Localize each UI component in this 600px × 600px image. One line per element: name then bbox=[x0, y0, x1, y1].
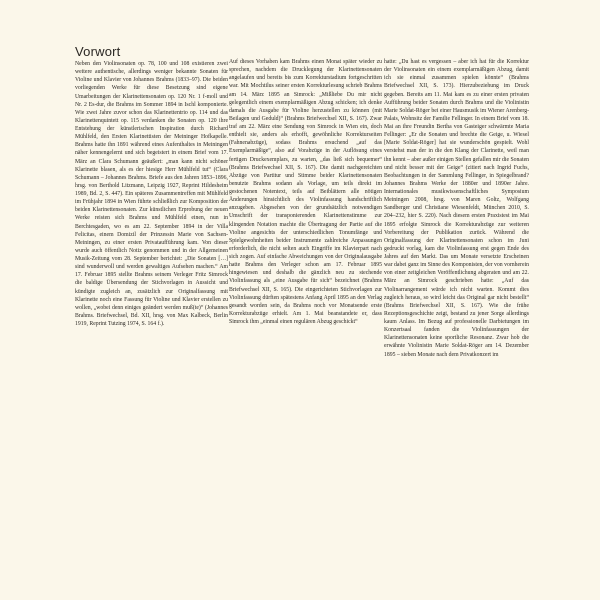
column-3-text: hatte: „Du hast es vergessen – aber ich hat für die Korrektur der Violinsonaten ein einem exemplarmäßigen Abzug, damit ich sie einmal zusammen spielen könnte“ (Brahms Briefwechsel XII, S. 173). Hierzubeziehung im Druck gegeben. Bereits am 11. Mai kam es zu einer ersten privaten Aufführung beider Sonaten durch Brahms und die Violinistin Marie Soldat-Röger bei einer Hausmusik im Wiener Arenberg-Palais, Wohnsitz der Familie Fellinger. In einem Brief vom 18. Mai an ihre Freundin Bertha von Gasteiger schwärmte Maria Fellinger: „Er die Sonaten und brechte die Geige, u. Wiesel [Marie Soldat-Röger] hat sie wunderschön gespielt. Wohl verstehst man der in die den Klang der Clarinette, weil man ihn kennt – aber außer einigen Stellen gefallen mir die Sonaten und nicht besser mit der Geige“ (zitiert nach Ingrid Fuchs, Beobachtungen in der Sammlung Fellinger, in Spiegelbrand? Johannes Brahms Werke der 1880er und 1890er Jahre. Internationales musikwissenschaftliches Symposium Meiningen 2008, hrsg. von Maren Goltz, Wolfgang Sandberger und Christiane Wiesenfeldt, München 2010, S. 204–232, hier S. 220). Nach diesem ersten Praxistest im Mai 1895 erfolgte Simrock die Korrekturabzüge zur weiteren Vorbereitung der Publikation zurück. Während die Originalfassung der Klarinettensonaten schon im Juni gedruckt vorlag, kam die Violinfassung erst gegen Ende des Jahres auf den Markt. Das um Monate versetzte Erscheinen war dabei ganz im Sinne des Komponisten, der von vornherein von einer zeitgleichen Veröffentlichung abgeraten und am 22. März an Simrock geschrieben hatte: „Auf das Violinarrangement würde ich nicht warten. Kommt dies zugleich heraus, so wird leicht das Original gar nicht bestellt“ (Brahms Briefwechsel XII, S. 167). Wie die frühe Rezeptionsgeschichte zeigt, bestand zu jener Sorge allerdings kaum Anlass. Im Bezug auf professionelle Darbietungen im Konzertsaal fanden die Violinfassungen der Klarinettensonaten keine sportliche Resonanz. Zwar hob die erwähnte Violinistin Marie Soldat-Röger am 14. Dezember 1895 – sieben Monate nach dem Privatkonzert im bbox=[384, 59, 529, 358]
page-title: Vorwort bbox=[75, 44, 121, 59]
text-column-1 bbox=[75, 60, 228, 590]
text-column-3 bbox=[384, 58, 529, 588]
column-2-text: Auf dieses Vorhaben kam Brahms einen Monat später wieder zu sprechen, nachdem die Drucklegung der Klarinettensonaten angelaufen und bereits bis zum Korrekturstadium fortgeschritten war. Mit Mochtilus seiner ersten Korrekturlesung schrieb Brahms am 14. März 1895 an Simrock: „Mißliebe Du mir nicht gelegentlich einem exemplarmäßigen Abzug schicken; ich denke damals die Ausgabe für Violine herzustellen zu können (mit Beilagen und Geduld)“ (Brahms Briefwechsel XII, S. 167). Zwar traf am 22. März eine Sendung von Simrock in Wien ein, doch enthielt sie, anders als erhofft, gewöhnliche Korrekturseiten (Fahnenabzüge), sodass Brahms ersuchend „auf das Exemplarmäßige“, also auf Vorabzüge in der Auflösung eines fertigen Druckexemplars, zu warten, „das ließ sich bequemer“ (Brahms Briefwechsel XII, S. 167). Die damit nachgereichten Abzüge von Partitur und Stimme beider Klarinettensonaten benutzte Brahms sodann als Vorlage, um teils direkt im gestochenen Notentext, teils auf Beiblättern alle nötigen Änderungen hinsichtlich des Violinfassung handschriftlich anzugeben. Abgesehen von der grundsätzlich notwendigen Umschrift der transponierenden Klarinettenstimme zur klingenden Notation machte die Übertragung der Partie auf die Violine angesichts der unterschiedlichen Tonumfänge und Spielgewohnheiten beider Instrumente zahlreiche Anpassungen erforderlich, die nicht selten auch Eingriffe im Klavierpart nach sich zogen. Auf einfache Abweichungen von der Originalausgabe hatte Brahms den Verleger schon am 17. Februar 1895 hingewiesen und deshalb die gänzlich neu zu stechende Violinfassung als „eine Ausgabe für sich“ bezeichnet (Brahms Briefwechsel XII, S. 165). Die eingerichteten Stichvorlagen zur Violinfassung dürften spätestens Anfang April 1895 an den Verlag gesandt worden sein, da Brahms noch vor Monatsende erste Korrekturabzüge erhielt. Am 1. Mai beanstandete er, dass Simrock ihm „einmal einen regulären Abzug geschickt“ bbox=[229, 59, 382, 325]
column-1-text: Neben den Violinsonaten op. 78, 100 und 108 existieren zwei weitere authentische, allerdings weniger bekannte Sonaten für Violine und Klavier von Johannes Brahms (1833–97). Die beiden vorliegenden Werke für diese Besetzung sind eigene Umarbeitungen der Klarinettensonaten op. 120 Nr. 1 f-moll und Nr. 2 Es-dur, die Brahms im Sommer 1894 in Ischl komponierte. Wie zwei Jahre zuvor schon das Klarinettentrio op. 114 und das Klarinettenquintett op. 115 verdanken die Sonaten op. 120 ihre Entstehung der künstlerischen Inspiration durch Richard Mühlfeld, den Ersten Klarinettisten der Meininger Hofkapelle. Brahms hatte ihn 1891 während eines Aufenthaltes in Meiningen näher kennengelernt und sich begeistert in einem Brief vom 17. März an Clara Schumann geäußert: „man kann nicht schöner Klarinette blasen, als es der hiesige Herr Mühlfeld tut“ (Clara Schumann – Johannes Brahms. Briefe aus den Jahren 1853–1896, hrsg. von Berthold Litzmann, Leipzig 1927, Reprint Hildesheim 1989, Bd. 2, S. 447). Ein späteres Zusammentreffen mit Mühlfeld im Frühjahr 1894 in Wien führte schließlich zur Komposition der beiden Klarinettensonaten. Zur künstlichen Erprobung der neuen Werke reisten sich Brahms und Mühlfeld einen, nun in Berchtesgaden, wo es am 22. September 1894 in der Villa Felicitas, einem Domizil der Prinzessin Marie von Sachsen-Meiningen, zu einer ersten Privataufführung kam. Von dieser wurde auch öffentlich Notiz genommen und in der Allgemeinen Musik-Zeitung vom 28. September berichtet: „Die Sonaten […] sind wunderwoll und werden gewaltiges Aufsehen machen.“ Am 17. Februar 1895 stellte Brahms seinem Verleger Fritz Simrock die baldige Übersendung der Stichvorlagen in Aussicht und kündigte zugleich an, zusätzlich zur Originalfassung mit Klarinette noch eine Fassung für Violine und Klavier erstellen zu wollen, „wobei denn einiges geändert werden muß(te)“ (Johannes Brahms. Briefwechsel, Bd. XII, hrsg. von Max Kalbeck, Berlin 1919, Reprint Tutzing 1974, S. 164 f.). bbox=[75, 61, 228, 327]
text-column-2 bbox=[229, 58, 382, 588]
